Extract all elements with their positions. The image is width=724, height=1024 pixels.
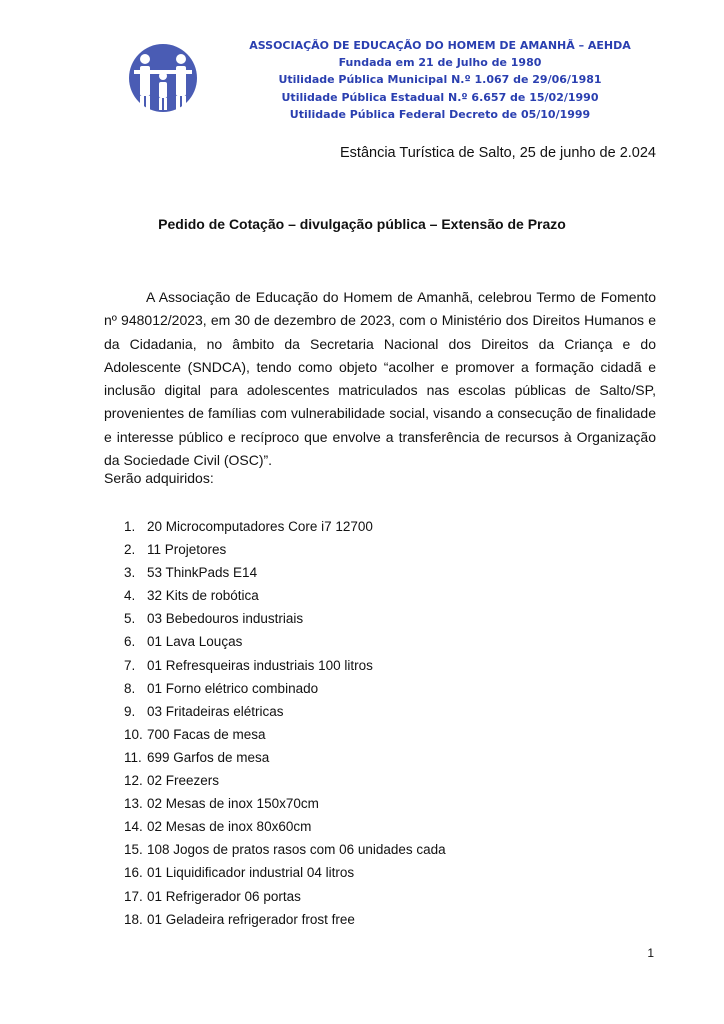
list-item (124, 607, 446, 630)
document-title: Pedido de Cotação – divulgação pública – Extensão de Prazo (158, 216, 566, 232)
founding-date: Fundada em 21 de Julho de 1980 (338, 56, 542, 70)
item-text: 01 Lava Louças (147, 634, 243, 650)
item-text: 01 Refrigerador 06 portas (147, 888, 301, 904)
item-text: 699 Garfos de mesa (147, 749, 270, 765)
item-number: 15. (124, 842, 143, 858)
list-item (124, 723, 446, 746)
municipal-utility: Utilidade Pública Municipal N.º 1.067 de 29/06/1981 (278, 73, 602, 87)
item-number: 12. (124, 773, 143, 789)
state-utility: Utilidade Pública Estadual N.º 6.657 de 15/02/1990 (281, 90, 599, 104)
item-text: 01 Forno elétrico combinado (147, 680, 319, 696)
item-number: 16. (124, 865, 143, 881)
list-item (124, 792, 446, 815)
list-item (124, 815, 446, 838)
item-number: 7. (124, 657, 136, 673)
list-item (124, 677, 446, 700)
item-number: 10. (124, 726, 143, 742)
item-number: 6. (124, 634, 136, 650)
list-item (124, 838, 446, 861)
family-figures-logo-icon (128, 42, 198, 120)
list-item (124, 769, 446, 792)
item-number: 17. (124, 888, 143, 904)
item-text: 20 Microcomputadores Core i7 12700 (147, 519, 373, 534)
item-number: 2. (124, 542, 136, 558)
item-number: 8. (124, 680, 136, 696)
item-text: 108 Jogos de pratos rasos com 06 unidades cada (147, 842, 446, 858)
list-item (124, 746, 446, 769)
item-number: 9. (124, 703, 136, 719)
list-item (124, 654, 446, 677)
item-text: 11 Projetores (147, 542, 227, 558)
federal-utility: Utilidade Pública Federal Decreto de 05/10/1999 (289, 107, 591, 121)
item-text: 02 Freezers (147, 773, 220, 789)
items-heading: Serão adquiridos: (104, 470, 214, 486)
item-text: 01 Geladeira refrigerador frost free (147, 911, 355, 927)
organization-header (230, 37, 650, 123)
item-number: 4. (124, 588, 136, 604)
item-number: 3. (124, 565, 136, 581)
item-number: 13. (124, 796, 143, 812)
item-text: 02 Mesas de inox 80x60cm (147, 819, 312, 835)
items-list (124, 515, 446, 931)
list-item (124, 515, 446, 538)
list-item (124, 885, 446, 908)
item-text: 03 Fritadeiras elétricas (147, 703, 284, 719)
item-text: 02 Mesas de inox 150x70cm (147, 796, 319, 812)
page-number: 1 (647, 946, 654, 960)
item-number: 18. (124, 911, 143, 927)
list-item (124, 908, 446, 931)
item-number: 11. (124, 749, 142, 765)
item-text: 01 Liquidificador industrial 04 litros (147, 865, 355, 881)
item-text: 700 Facas de mesa (147, 726, 266, 742)
list-item (124, 630, 446, 653)
item-text: 03 Bebedouros industriais (147, 611, 304, 627)
list-item (124, 561, 446, 584)
item-text: 53 ThinkPads E14 (147, 565, 258, 581)
item-number: 5. (124, 611, 136, 627)
item-text: 32 Kits de robótica (147, 588, 259, 604)
list-item (124, 538, 446, 561)
item-text: 01 Refresqueiras industriais 100 litros (147, 657, 373, 673)
body-paragraph: A Associação de Educação do Homem de Amanhã, celebrou Termo de Fomento nº 948012/2023, em 30 de dezembro de 2023, com o Ministério dos Direitos Humanos e da Cidadania, no âmbito da Secretaria Nacional dos Direitos da Criança e do Adolescente (SNDCA), tendo como objeto “acolher e promover a formação cidadã e inclusão digital para adolescentes matriculados nas escolas públicas de Salto/SP, provenientes de famílias com vulnerabilidade social, visando a consecução de finalidade e interesse público e recíproco que envolve a transferência de recursos à Organização da Sociedade Civil (OSC)”. (104, 289, 656, 469)
item-number: 1. (124, 519, 136, 534)
list-item (124, 861, 446, 884)
list-item (124, 584, 446, 607)
organization-name: ASSOCIAÇÃO DE EDUCAÇÃO DO HOMEM DE AMANHÃ – AEHDA (249, 39, 631, 52)
item-number: 14. (124, 819, 143, 835)
dateline: Estância Turística de Salto, 25 de junho de 2.024 (340, 145, 656, 161)
list-item (124, 700, 446, 723)
